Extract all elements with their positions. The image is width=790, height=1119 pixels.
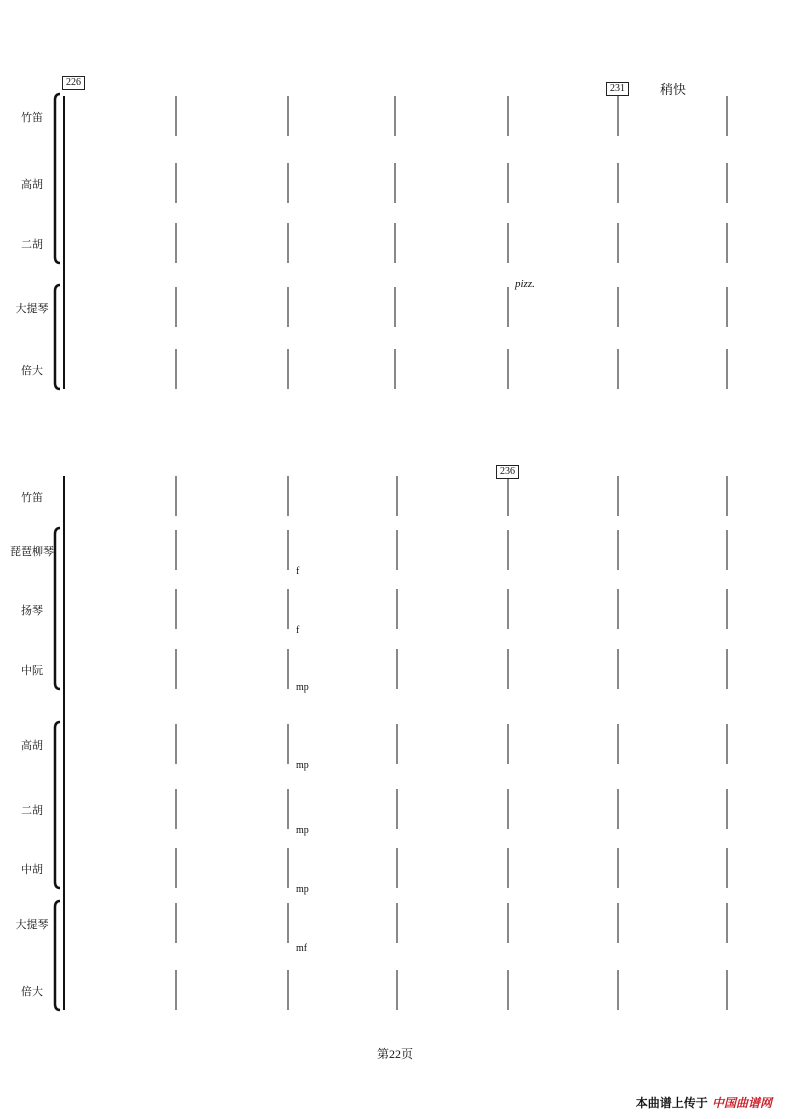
bar-number-226: 226 (62, 76, 85, 90)
staff-label-s1-3: 二胡 (21, 238, 43, 251)
staff-label-s2-8: 大提琴 (15, 918, 49, 931)
staff-label-s2-3: 扬琴 (21, 604, 43, 617)
dynamic-marking-4: mp (296, 760, 309, 771)
staff-label-s1-2: 高胡 (21, 178, 43, 191)
dynamic-marking-6: mp (296, 884, 309, 895)
source-note[interactable] (636, 1094, 772, 1111)
dynamic-marking-3: mp (296, 682, 309, 693)
staff-label-s1-5: 倍大 (21, 364, 43, 377)
staff-label-s2-5: 高胡 (21, 739, 43, 752)
staff-label-s2-2: 琵琶柳琴 (10, 545, 54, 558)
bar-number-231: 231 (606, 82, 629, 96)
staff-label-s1-1: 竹笛 (21, 111, 43, 124)
dynamic-marking-1: f (296, 566, 300, 577)
dynamic-marking-7: mf (296, 943, 308, 954)
staff-label-s2-9: 倍大 (21, 985, 43, 998)
staff-label-s1-4: 大提琴 (15, 302, 49, 315)
dynamic-marking-5: mp (296, 825, 309, 836)
staff-label-s2-1: 竹笛 (21, 491, 43, 504)
bar-number-236: 236 (496, 465, 519, 479)
staff-label-s2-4: 中阮 (21, 664, 43, 677)
site-logo: 中国曲谱网 (711, 1096, 772, 1110)
staff-label-s2-6: 二胡 (21, 804, 43, 817)
staff-label-s2-7: 中胡 (21, 863, 43, 876)
tempo-marking: 稍快 (660, 83, 687, 98)
pizz-marking: pizz. (515, 278, 535, 290)
page-number: 第22页 (376, 1047, 413, 1061)
source-text: 本曲谱上传于 (635, 1096, 708, 1110)
dynamic-marking-2: f (296, 625, 300, 636)
